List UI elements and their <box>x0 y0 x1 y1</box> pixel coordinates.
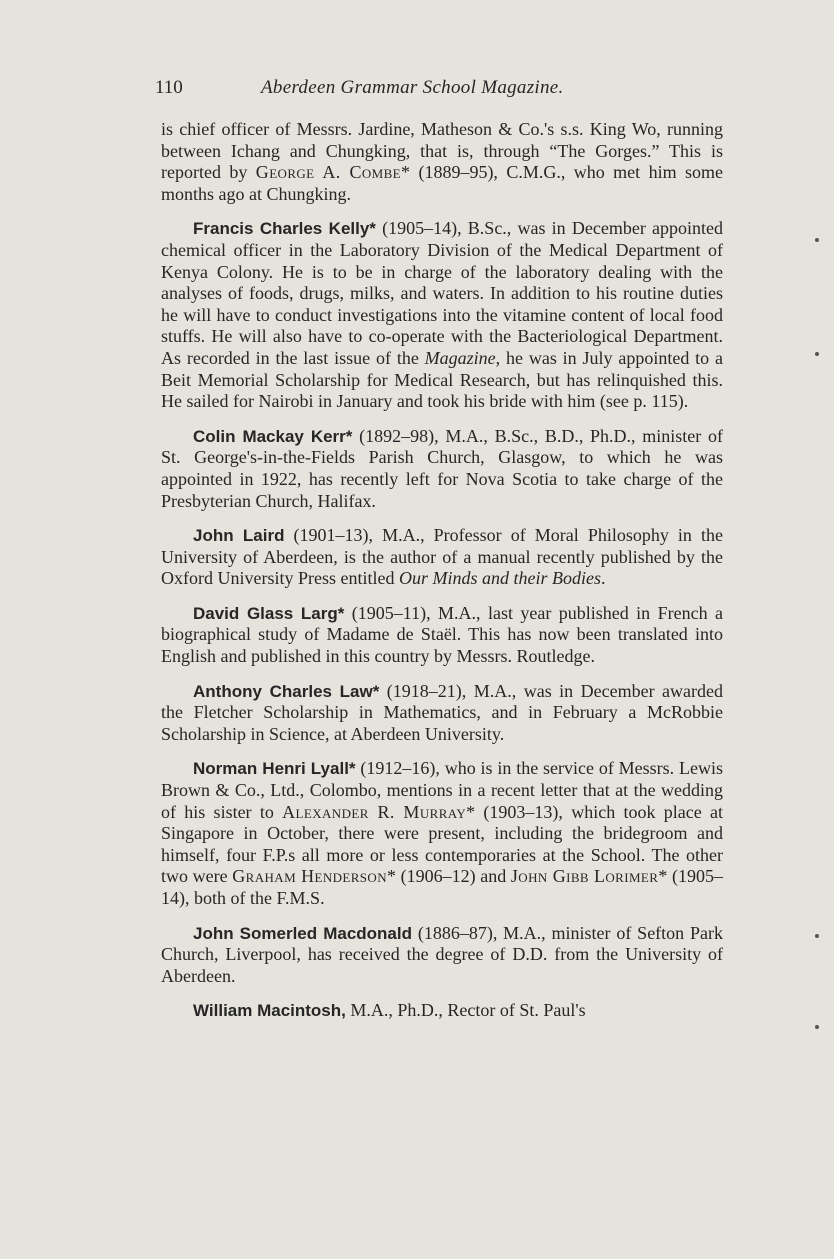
article-body <box>161 119 723 1035</box>
person-name: Anthony Charles Law* <box>193 681 380 701</box>
entry-kerr: Colin Mackay Kerr* (1892–98), M.A., B.Sc., B.D., Ph.D., minister of St. George's-in-the-Fields Parish Church, Glasgow, to which he was appointed in 1922, has recently left for Nova Scotia to take charge of the Presbyterian Church, Halifax. <box>161 425 723 511</box>
margin-speck <box>815 1025 819 1029</box>
entry-law: Anthony Charles Law* (1918–21), M.A., was in December awarded the Fletcher Scholarship in Mathematics, and in February a McRobbie Scholarship in Science, at Aberdeen University. <box>161 680 723 744</box>
page-number: 110 <box>155 77 183 98</box>
paragraph-continued: is chief officer of Messrs. Jardine, Matheson & Co.'s s.s. King Wo, running between Ichang and Chungking, that is, through “The Gorges.” This is reported by George A. Combe* (1889–95), C.M.G., who met him some months ago at Chungking. <box>161 119 723 204</box>
person-name: Francis Charles Kelly* <box>193 219 376 239</box>
entry-macdonald: John Somerled Macdonald (1886–87), M.A., minister of Sefton Park Church, Liverpool, has received the degree of D.D. from the University of Aberdeen. <box>161 922 724 986</box>
person-name: John Laird <box>193 526 285 546</box>
entry-macintosh: William Macintosh, M.A., Ph.D., Rector of St. Paul's <box>193 1000 586 1021</box>
person-name: David Glass Larg* <box>193 603 345 623</box>
entry-lyall: Norman Henri Lyall* (1912–16), who is in the service of Messrs. Lewis Brown & Co., Ltd., Colombo, mentions in a recent letter that at the wedding of his sister to Alexander R. Murray* (1903–13), which took place at Singapore in October, there were present, including the bridegroom and himself, four F.P.s all more or less contemporaries at the School. The other two were Graham Henderson* (1906–12) and John Gibb Lorimer* (1905–14), both of the F.M.S. <box>161 758 723 908</box>
person-name: Norman Henri Lyall* <box>193 759 356 779</box>
running-title: Aberdeen Grammar School Magazine. <box>261 77 564 98</box>
entry-laird: John Laird (1901–13), M.A., Professor of Moral Philosophy in the University of Aberdeen, is the author of a manual recently published by the Oxford University Press entitled Our Minds and their Bodies. <box>161 525 723 589</box>
page-header <box>155 76 730 100</box>
entry-kelly: Francis Charles Kelly* (1905–14), B.Sc., was in December appointed chemical officer in the Laboratory Division of the Medical Department of Kenya Colony. He is to be in charge of the laboratory dealing with the analyses of foods, drugs, milks, and waters. In addition to his routine duties he will have to conduct investigations into the vitamine content of local food stuffs. He will also have to co-operate with the Bacteriological Department. As recorded in the last issue of the Magazine, he was in July appointed to a Beit Memorial Scholarship for Medical Research, but has relinquished this. He sailed for Nairobi in January and took his bride with him (see p. 115). <box>161 218 724 412</box>
person-name: William Macintosh, <box>193 1001 346 1021</box>
entry-larg: David Glass Larg* (1905–11), M.A., last year published in French a biographical study of Madame de Staël. This has now been translated into English and published in this country by Messrs. Routledge. <box>161 602 723 667</box>
margin-speck <box>815 352 819 356</box>
margin-speck <box>815 238 819 242</box>
margin-speck <box>815 934 819 938</box>
person-name: Colin Mackay Kerr* <box>193 426 353 446</box>
person-name: John Somerled Macdonald <box>193 923 412 943</box>
